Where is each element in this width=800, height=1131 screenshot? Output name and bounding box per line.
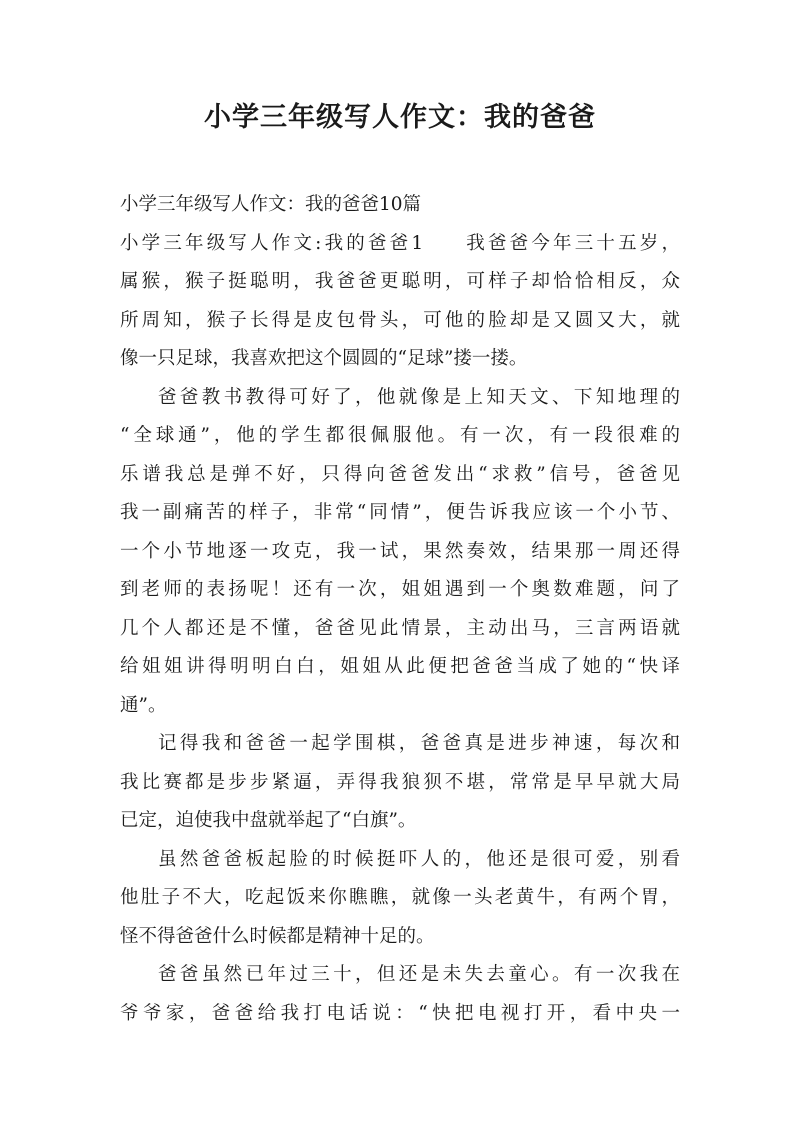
- body-line: 记得我和爸爸一起学围棋，爸爸真是进步神速，每次和: [158, 733, 680, 754]
- body-line: 怪不得爸爸什么时候都是精神十足的。: [120, 925, 435, 947]
- body-line: [120, 225, 680, 264]
- body-line: 所周知，猴子长得是皮包骨头，可他的脸却是又圆又大，就: [120, 309, 680, 331]
- body-line: 我比赛都是步步紧逼，弄得我狼狈不堪，常常是早早就大局: [120, 771, 680, 793]
- body-line: 给姐姐讲得明明白白，姐姐从此便把爸爸当成了她的“快译: [120, 656, 680, 677]
- essay-label: 小学三年级写人作文:我的爸爸1: [120, 232, 424, 254]
- document-body: [120, 186, 680, 1033]
- body-line: 爸爸虽然已年过三十，但还是未失去童心。有一次我在: [158, 964, 680, 985]
- body-line: 爷爷家，爸爸给我打电话说：“快把电视打开，看中央一: [120, 1002, 680, 1024]
- body-line-text: 我爸爸今年三十五岁，: [463, 232, 680, 254]
- body-line: 几个人都还是不懂，爸爸见此情景，主动出马，三言两语就: [120, 617, 680, 639]
- body-line: 属猴，猴子挺聪明，我爸爸更聪明，可样子却恰恰相反，众: [120, 271, 680, 292]
- body-line: 通”。: [120, 694, 167, 716]
- body-line: 一个小节地逐一攻克，我一试，果然奏效，结果那一周还得: [120, 540, 680, 562]
- body-line: 乐谱我总是弹不好，只得向爸爸发出“求救”信号，爸爸见: [120, 463, 680, 485]
- body-line: 到老师的表扬呢！还有一次，姐姐遇到一个奥数难题，问了: [120, 579, 680, 600]
- body-line: 我一副痛苦的样子，非常“同情”，便告诉我应该一个小节、: [120, 502, 680, 523]
- body-line: 爸爸教书教得可好了，他就像是上知天文、下知地理的: [158, 386, 680, 408]
- body-line: 已定，迫使我中盘就举起了“白旗”。: [120, 810, 417, 831]
- body-line: 虽然爸爸板起脸的时候挺吓人的，他还是很可爱，别看: [158, 848, 680, 870]
- body-line: 他肚子不大，吃起饭来你瞧瞧，就像一头老黄牛，有两个胃，: [120, 887, 680, 908]
- document-title: 小学三年级写人作文：我的爸爸: [204, 102, 596, 133]
- body-line: 像一只足球，我喜欢把这个圆圆的“足球”搂一搂。: [120, 348, 528, 369]
- body-line: “全球通”，他的学生都很佩服他。有一次，有一段很难的: [120, 425, 680, 446]
- document-subtitle: 小学三年级写人作文：我的爸爸10篇: [120, 194, 422, 215]
